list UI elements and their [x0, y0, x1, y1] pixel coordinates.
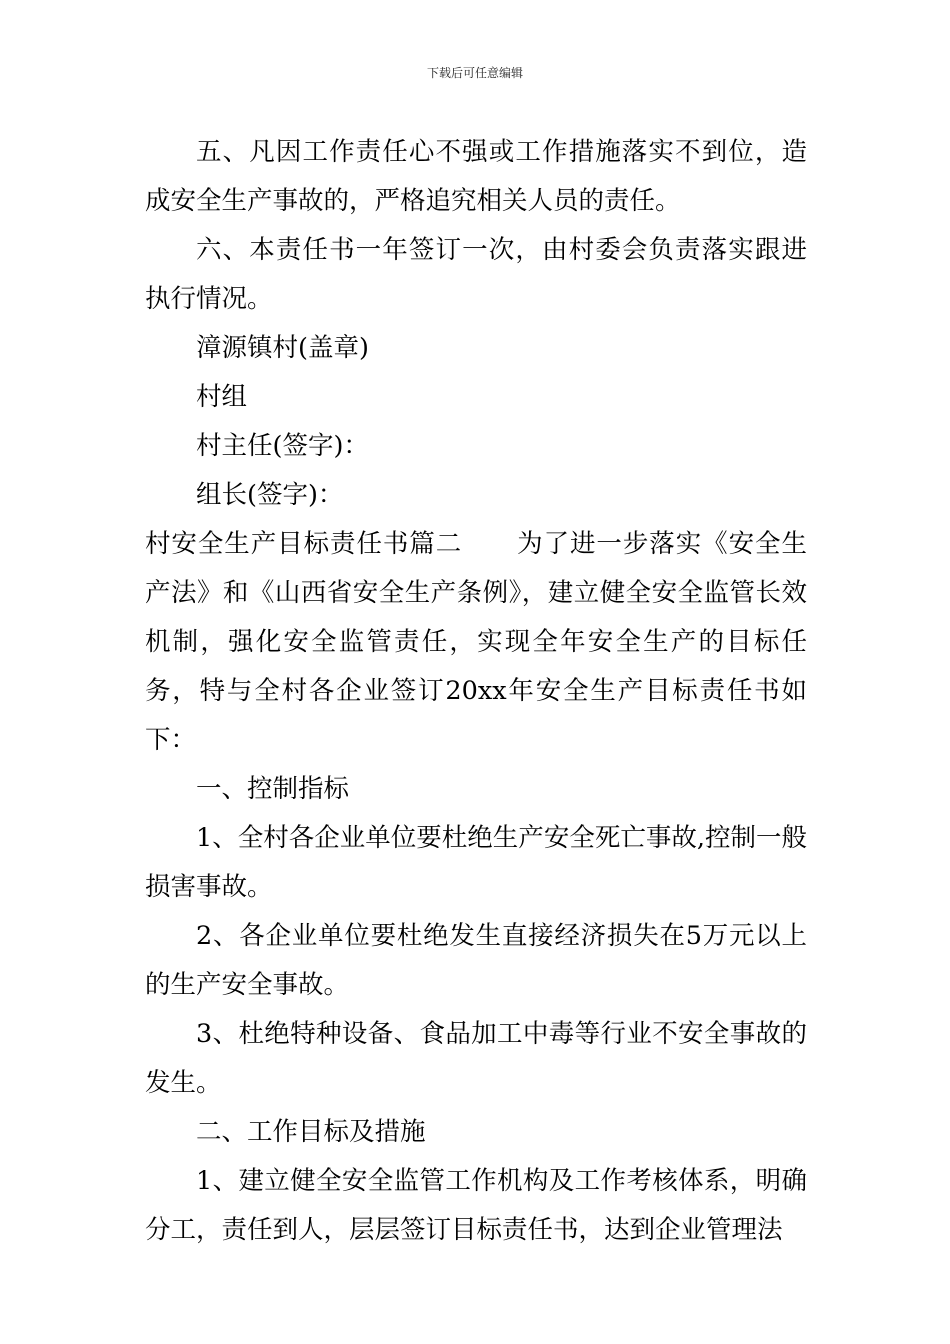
signature-director-line: 村主任(签字)： [196, 431, 369, 461]
paragraph-item-5: 五、凡因工作责任心不强或工作措施落实不到位，造成安全生产事故的，严格追究相关人员的责任。 [145, 137, 807, 216]
document-body [145, 128, 807, 1255]
indicator-item-1: 1、全村各企业单位要杜绝生产安全死亡事故,控制一般损害事故。 [145, 823, 807, 902]
section-two-paragraph [145, 520, 807, 765]
signature-leader-line: 组长(签字)： [196, 480, 344, 510]
section-two-intro: 为了进一步落实《安全生产法》和《山西省安全生产条例》，建立健全安全监管长效机制，强化安全监管责任，实现全年安全生产的目标任务，特与全村各企业签订20xx年安全生产目标责任书如下： [145, 529, 807, 755]
section-two-title: 村安全生产目标责任书篇二 [145, 529, 463, 559]
paragraph-item-6: 六、本责任书一年签订一次，由村委会负责落实跟进执行情况。 [145, 235, 807, 314]
page-header: 下载后可任意编辑 [426, 66, 523, 80]
heading-control-indicators: 一、控制指标 [196, 774, 350, 804]
signature-seal-line: 漳源镇村(盖章) [196, 333, 369, 363]
indicator-item-3: 3、杜绝特种设备、食品加工中毒等行业不安全事故的发生。 [145, 1019, 807, 1098]
indicator-item-2: 2、各企业单位要杜绝发生直接经济损失在5万元以上的生产安全事故。 [145, 921, 807, 1000]
work-goal-item-1: 1、建立健全安全监管工作机构及工作考核体系，明确分工，责任到人，层层签订目标责任书，达到企业管理法 [145, 1166, 807, 1245]
heading-work-goals: 二、工作目标及措施 [196, 1117, 426, 1147]
signature-group-line: 村组 [196, 382, 248, 412]
